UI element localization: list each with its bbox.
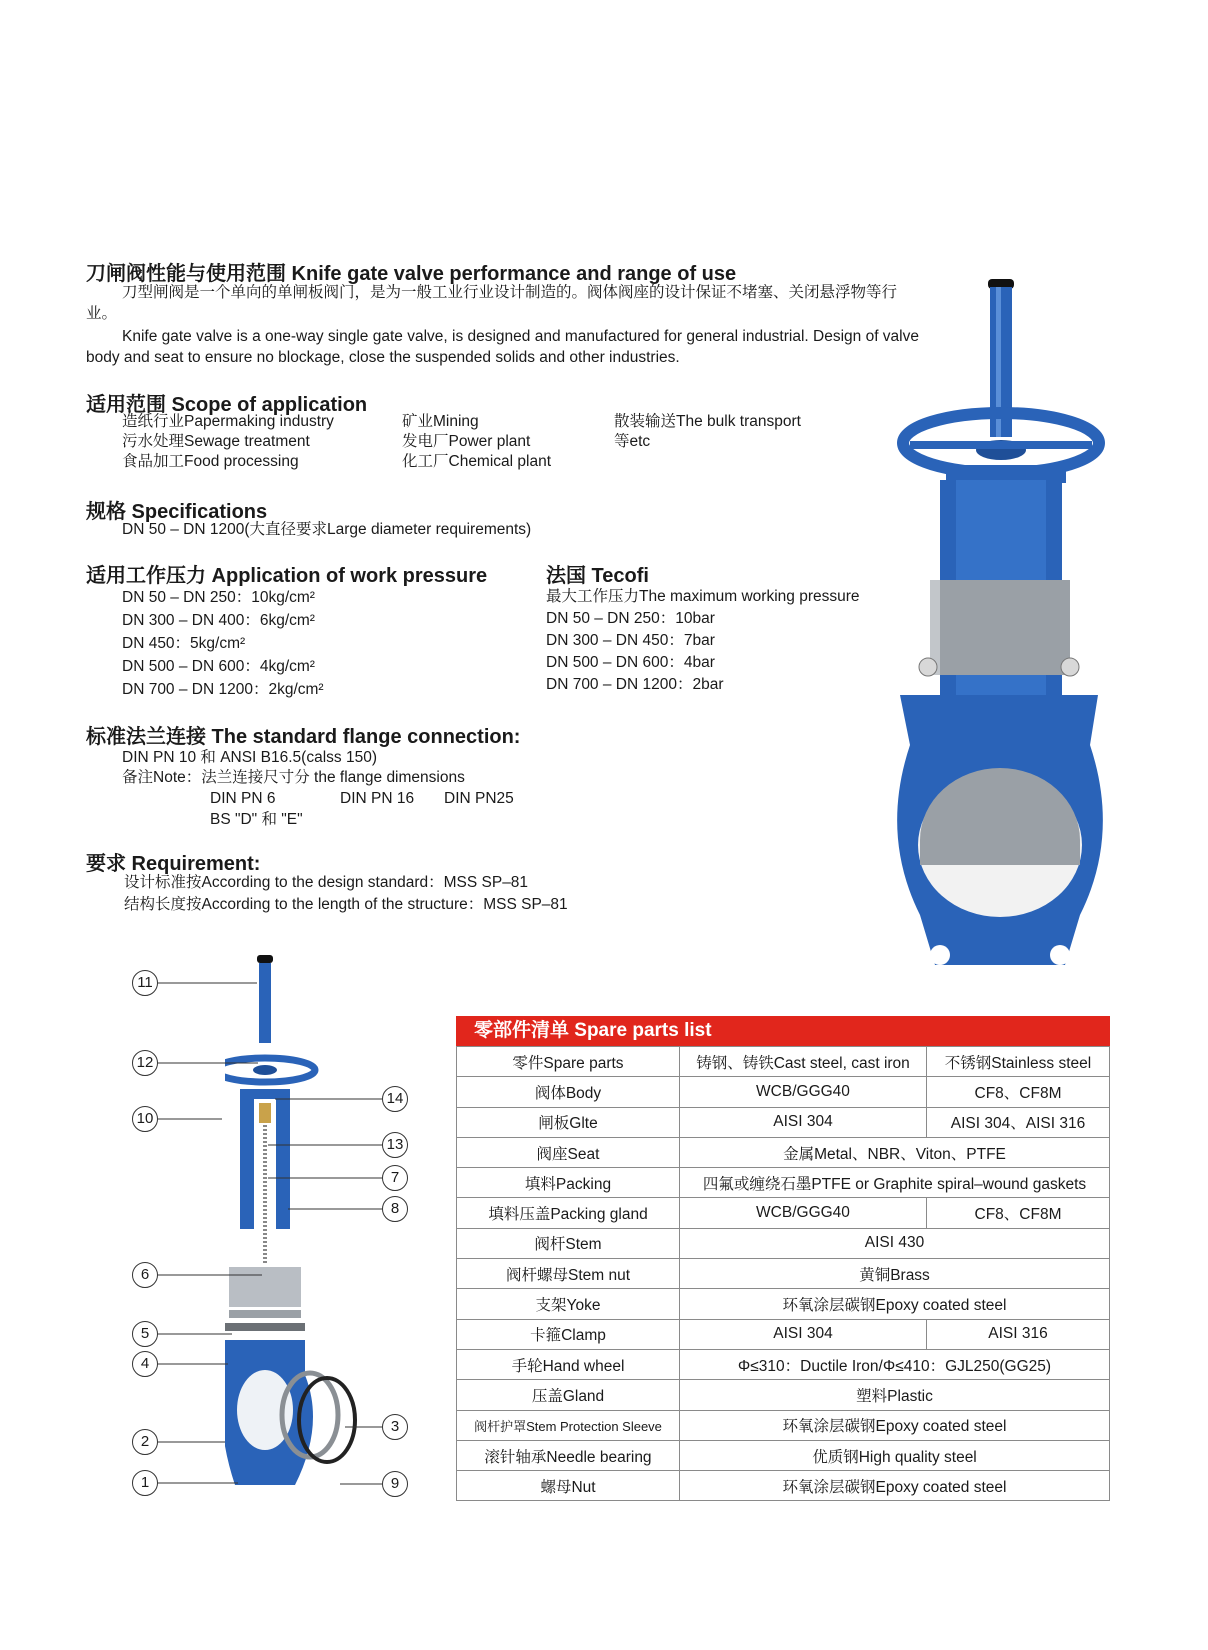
table-row: [457, 1440, 1110, 1470]
part-name: 手轮Hand wheel: [457, 1349, 680, 1379]
requirement-item: 设计标准按According to the design standard：MSS SP–81: [124, 874, 529, 891]
specifications-text: DN 50 – DN 1200(大直径要求Large diameter requirements): [122, 521, 532, 538]
callout-4: 4: [132, 1351, 158, 1377]
part-stainless: AISI 304、AISI 316: [927, 1107, 1110, 1137]
part-name: 阀体Body: [457, 1077, 680, 1107]
table-row: [457, 1289, 1110, 1319]
part-stainless: CF8、CF8M: [927, 1077, 1110, 1107]
tecofi-item: DN 700 – DN 1200：2bar: [546, 676, 724, 693]
part-material: 金属Metal、NBR、Viton、PTFE: [680, 1137, 1110, 1167]
work-pressure-heading: 适用工作压力 Application of work pressure: [86, 565, 488, 587]
callout-9: 9: [382, 1471, 408, 1497]
flange-line1: DIN PN 10 和 ANSI B16.5(calss 150): [122, 749, 377, 766]
part-material: 黄铜Brass: [680, 1259, 1110, 1289]
callout-8: 8: [382, 1196, 408, 1222]
header-cell: 零件Spare parts: [457, 1047, 680, 1077]
flange-heading: 标准法兰连接 The standard flange connection:: [86, 726, 521, 748]
table-row: [457, 1410, 1110, 1440]
header-cell: 不锈钢Stainless steel: [927, 1047, 1110, 1077]
part-material: 优质钢High quality steel: [680, 1440, 1110, 1470]
part-name: 阀杆护罩Stem Protection Sleeve: [457, 1410, 680, 1440]
part-name: 阀座Seat: [457, 1137, 680, 1167]
header-cell: 铸钢、铸铁Cast steel, cast iron: [680, 1047, 927, 1077]
pressure-item: DN 300 – DN 400：6kg/cm²: [122, 612, 315, 629]
flange-note: 备注Note：法兰连接尺寸分 the flange dimensions: [122, 769, 465, 786]
tecofi-item: DN 50 – DN 250：10bar: [546, 610, 715, 627]
part-cast: WCB/GGG40: [680, 1198, 927, 1228]
part-name: 卡箍Clamp: [457, 1319, 680, 1349]
callout-11: 11: [132, 970, 158, 996]
pressure-item: DN 450：5kg/cm²: [122, 635, 246, 652]
table-row: [457, 1228, 1110, 1258]
scope-item: 食品加工Food processing: [122, 453, 299, 470]
scope-item: 散装输送The bulk transport: [614, 413, 801, 430]
tecofi-item: DN 500 – DN 600：4bar: [546, 654, 715, 671]
callout-13: 13: [382, 1132, 408, 1158]
table-row: [457, 1198, 1110, 1228]
scope-item: 矿业Mining: [402, 413, 479, 430]
callout-7: 7: [382, 1165, 408, 1191]
part-material: AISI 430: [680, 1228, 1110, 1258]
flange-pn16: DIN PN 16: [340, 790, 415, 807]
part-name: 压盖Gland: [457, 1380, 680, 1410]
specifications-heading: 规格 Specifications: [86, 501, 268, 523]
table-header-row: [457, 1047, 1110, 1077]
tecofi-item: DN 300 – DN 450：7bar: [546, 632, 715, 649]
table-row: [457, 1077, 1110, 1107]
flange-pn25: DIN PN25: [444, 790, 514, 807]
callout-6: 6: [132, 1262, 158, 1288]
performance-en-text: Knife gate valve is a one-way single gate valve, is designed and manufactured for general industrial. Design of valve body and seat to ensure no blockage, close the suspended solids and other industries.: [86, 328, 919, 366]
table-row: [457, 1168, 1110, 1198]
performance-cn-text: 刀型闸阀是一个单向的单闸板阀门，是为一般工业行业设计制造的。阀体阀座的设计保证不堵塞、关闭悬浮物等行业。: [86, 284, 898, 322]
table-row: [457, 1259, 1110, 1289]
pressure-item: DN 700 – DN 1200：2kg/cm²: [122, 681, 324, 698]
callout-3: 3: [382, 1414, 408, 1440]
part-stainless: AISI 316: [927, 1319, 1110, 1349]
tecofi-subheading: 最大工作压力The maximum working pressure: [546, 588, 860, 605]
flange-bs: BS "D" 和 "E": [210, 811, 303, 828]
part-name: 填料Packing: [457, 1168, 680, 1198]
part-material: 环氧涂层碳钢Epoxy coated steel: [680, 1410, 1110, 1440]
spare-parts-table: [456, 1046, 1110, 1501]
spare-parts-title: 零部件清单 Spare parts list: [456, 1016, 1110, 1046]
part-name: 阀杆螺母Stem nut: [457, 1259, 680, 1289]
table-row: [457, 1349, 1110, 1379]
part-name: 螺母Nut: [457, 1471, 680, 1501]
part-name: 填料压盖Packing gland: [457, 1198, 680, 1228]
callout-12: 12: [132, 1050, 158, 1076]
part-material: 环氧涂层碳钢Epoxy coated steel: [680, 1289, 1110, 1319]
tecofi-heading: 法国 Tecofi: [546, 565, 649, 587]
callout-14: 14: [382, 1086, 408, 1112]
callout-10: 10: [132, 1106, 158, 1132]
pressure-item: DN 500 – DN 600：4kg/cm²: [122, 658, 315, 675]
scope-item: 发电厂Power plant: [402, 433, 531, 450]
scope-item: 污水处理Sewage treatment: [122, 433, 310, 450]
part-cast: WCB/GGG40: [680, 1077, 927, 1107]
pressure-item: DN 50 – DN 250：10kg/cm²: [122, 589, 315, 606]
table-row: [457, 1380, 1110, 1410]
callout-2: 2: [132, 1429, 158, 1455]
callout-1: 1: [132, 1470, 158, 1496]
table-row: [457, 1471, 1110, 1501]
part-name: 滚针轴承Needle bearing: [457, 1440, 680, 1470]
part-stainless: CF8、CF8M: [927, 1198, 1110, 1228]
scope-item: 等etc: [614, 433, 651, 450]
part-name: 闸板Glte: [457, 1107, 680, 1137]
scope-heading: 适用范围 Scope of application: [86, 394, 368, 416]
table-row: [457, 1319, 1110, 1349]
part-material: 四氟或缠绕石墨PTFE or Graphite spiral–wound gaskets: [680, 1168, 1110, 1198]
part-cast: AISI 304: [680, 1107, 927, 1137]
part-cast: AISI 304: [680, 1319, 927, 1349]
part-material: Φ≤310：Ductile Iron/Φ≤410：GJL250(GG25): [680, 1349, 1110, 1379]
requirement-item: 结构长度按According to the length of the structure：MSS SP–81: [124, 896, 568, 913]
part-name: 阀杆Stem: [457, 1228, 680, 1258]
performance-heading: 刀闸阀性能与使用范围 Knife gate valve performance and range of use: [86, 263, 737, 285]
part-material: 环氧涂层碳钢Epoxy coated steel: [680, 1471, 1110, 1501]
flange-pn6: DIN PN 6: [210, 790, 276, 807]
callout-5: 5: [132, 1321, 158, 1347]
scope-item: 化工厂Chemical plant: [402, 453, 552, 470]
table-row: [457, 1107, 1110, 1137]
part-name: 支架Yoke: [457, 1289, 680, 1319]
table-row: [457, 1137, 1110, 1167]
part-material: 塑料Plastic: [680, 1380, 1110, 1410]
scope-item: 造纸行业Papermaking industry: [122, 413, 334, 430]
requirement-heading: 要求 Requirement:: [86, 853, 261, 875]
